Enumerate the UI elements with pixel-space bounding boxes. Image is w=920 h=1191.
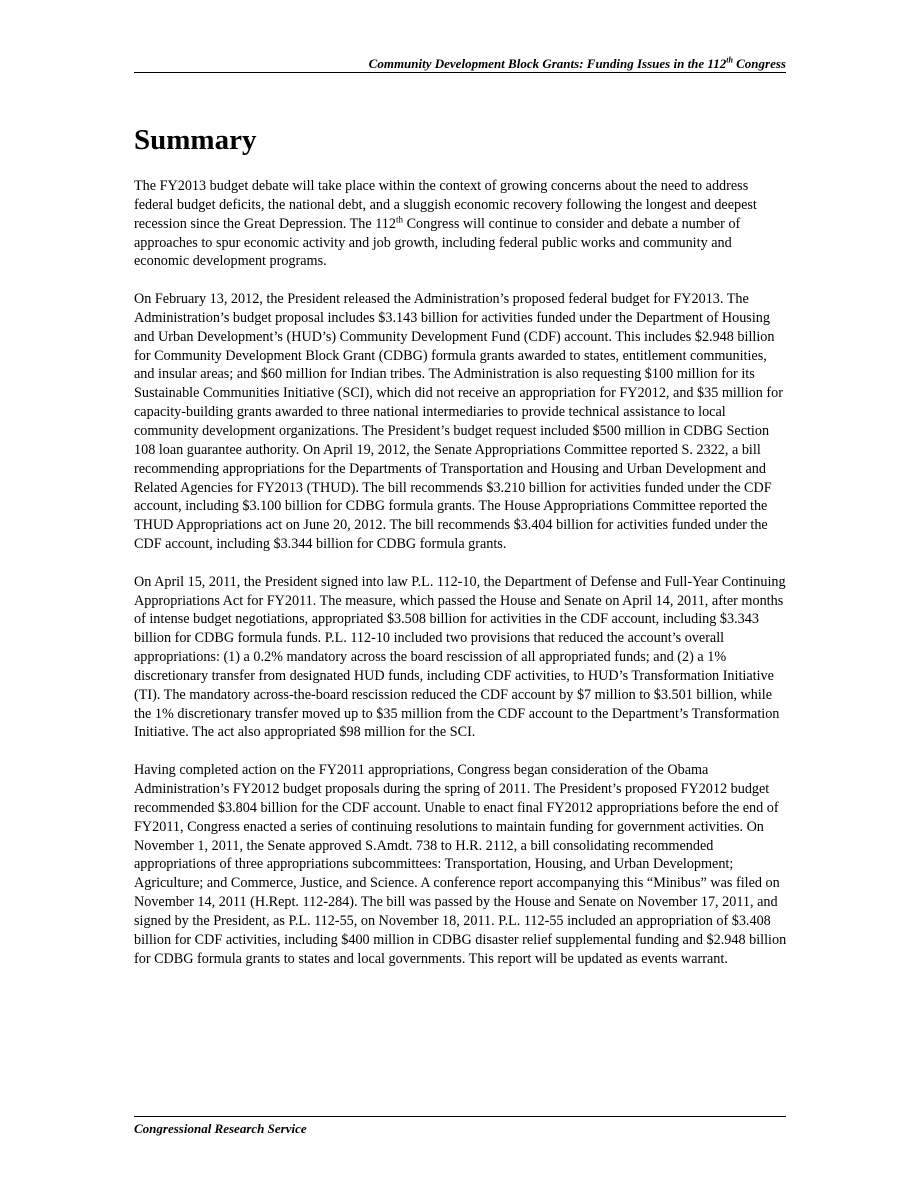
header-rule <box>134 72 786 73</box>
header-title-superscript: th <box>726 55 733 65</box>
paragraph-1-part-b: Congress will continue to consider and debate a number of approaches to spur economic activity and job growth, including federal public works and community and economic development programs. <box>134 215 741 270</box>
header-title-tail: Congress <box>732 56 786 71</box>
header-title: Community Development Block Grants: Funding Issues in the 112 <box>368 56 727 71</box>
running-header <box>134 56 786 72</box>
running-footer: Congressional Research Service <box>134 1121 307 1136</box>
paragraph-1 <box>134 177 787 271</box>
paragraph-3: On April 15, 2011, the President signed into law P.L. 112-10, the Department of Defense and Full-Year Continuing Appropriations Act for FY2011. The measure, which passed the House and Senate on April 14, 2011, after months of intense budget negotiations, appropriated $3.508 billion for activities in the CDF account, including $3.343 billion for CDBG formula funds. P.L. 112-10 included two provisions that reduced the account’s overall appropriations: (1) a 0.2% mandatory across the board rescission of all appropriated funds; and (2) a 1% discretionary transfer from designated HUD funds, including CDF activities, to HUD’s Transformation Initiative (TI). The mandatory across-the-board rescission reduced the CDF account by $7 million to $3.501 billion, while the 1% discretionary transfer moved up to $35 million from the CDF account to the Department’s Transformation Initiative. The act also appropriated $98 million for the SCI. <box>134 573 786 741</box>
summary-body <box>134 177 787 987</box>
paragraph-1-part-a: The FY2013 budget debate will take place within the context of growing concerns about the need to address federal budget deficits, the national debt, and a sluggish economic recovery following the longest and deepest recession since the Great Depression. The 112 <box>134 178 757 232</box>
paragraph-2: On February 13, 2012, the President released the Administration’s proposed federal budget for FY2013. The Administration’s budget proposal includes $3.143 billion for activities funded under the Department of Housing and Urban Development’s (HUD’s) Community Development Fund (CDF) account. This includes $2.948 billion for Community Development Block Grant (CDBG) formula grants awarded to states, entitlement communities, and insular areas; and $60 million for Indian tribes. The Administration is also requesting $100 million for its Sustainable Communities Initiative (SCI), which did not receive an appropriation for FY2012, and $35 million for capacity-building grants awarded to three national intermediaries to provide technical assistance to local community development organizations. The President’s budget request included $500 million in CDBG Section 108 loan guarantee authority. On April 19, 2012, the Senate Appropriations Committee reported S. 2322, a bill recommending appropriations for the Departments of Transportation and Housing and Urban Development and Related Agencies for FY2013 (THUD). The bill recommends $3.210 billion for activities funded under the CDF account, including $3.100 billion for CDBG formula grants. The House Appropriations Committee reported the THUD Appropriations act on June 20, 2012. The bill recommends $3.404 billion for activities funded under the CDF account, including $3.344 billion for CDBG formula grants. <box>134 291 783 553</box>
paragraph-4: Having completed action on the FY2011 appropriations, Congress began consideration of the Obama Administration’s FY2012 budget proposals during the spring of 2011. The President’s proposed FY2012 budget recommended $3.804 billion for the CDF account. Unable to enact final FY2012 appropriations before the end of FY2011, Congress enacted a series of continuing resolutions to maintain funding for government activities. On November 1, 2011, the Senate approved S.Amdt. 738 to H.R. 2112, a bill consolidating recommended appropriations of three appropriations subcommittees: Transportation, Housing, and Urban Development; Agriculture; and Commerce, Justice, and Science. A conference report accompanying this “Minibus” was filed on November 14, 2011 (H.Rept. 112-284). The bill was passed by the House and Senate on November 17, 2011, and signed by the President, as P.L. 112-55, on November 18, 2011. P.L. 112-55 included an appropriation of $3.408 billion for CDF activities, including $400 million in CDBG disaster relief supplemental funding and $2.948 billion for CDBG formula grants to states and local governments. This report will be updated as events warrant. <box>134 762 787 967</box>
paragraph-1-superscript: th <box>396 213 404 224</box>
footer-rule <box>134 1116 786 1117</box>
section-heading: Summary <box>134 124 257 156</box>
